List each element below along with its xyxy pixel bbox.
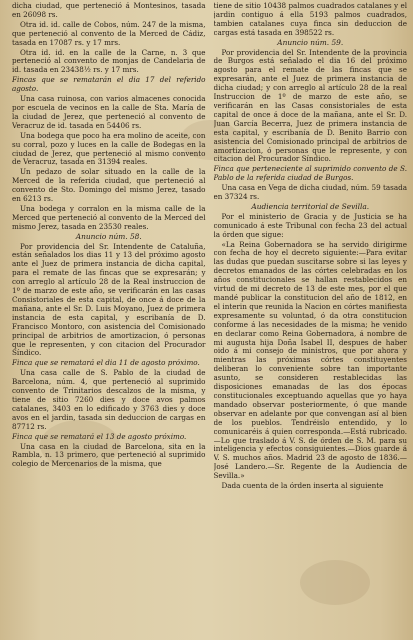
auction-notice: Finca que perteneciente al suprimido convento de S. Pablo de la referida ciudad de Burgos. [213, 164, 407, 183]
section-heading: Anuncio núm. 58. [75, 231, 142, 241]
paragraph: Una bodega que poco ha era molino de aceite, con su corral, pozo y luces en la calle de Bodegas en la ciudad de Jerez, que perteneció al mismo convento de Veracruz, tasada en 31394 reales. [12, 130, 206, 167]
paragraph: Por providencia del Sr. Intendente de Cataluña, están señalados los dias 11 y 13 del próximo agosto ante el Juez de primera instancia de dicha capital, para el remate de las fincas que se expresarán; y con arreglo al artículo 28 de la Real instruccion de 1º de marzo de este año, se verificarán en las casas Consistoriales de esta capital, de once á doce de la mañana, ante el Sr. D. Luis Moyano, Juez de primera instancia de esta capital, y escribanía de D. Francisco Montoro, con asistencia del Comisionado principal de arbitrios de amortizacion, ó personas que le representen, y con citacion del Procurador Síndico. [12, 241, 206, 358]
paragraph: tiene de sitio 10438 palmos cuadrados catalanes y el jardin contiguo á ella 5193 palmos cuadrados, tambien catalanes cuya finca sin deduccion de cargas está tasada en 398522 rs. [213, 2, 407, 37]
paragraph: Una casa en Vega de dicha ciudad, núm. 59 tasada en 37324 rs. [213, 183, 407, 202]
right-column [214, 2, 408, 640]
paragraph: dicha ciudad, que perteneció á Montesinos, tasada en 26098 rs. [12, 2, 206, 19]
section-heading: Anuncio núm. 59. [277, 37, 344, 47]
auction-notice: Finca que se rematará el dia 11 de agosto próximo. [12, 358, 200, 368]
paragraph: Por providencia del Sr. Intendente de la provincia de Burgos está señalado el dia 16 del próximo agosto para el remate de las fincas que se expresarán, ante el Juez de primera instancia de dicha ciudad; y con arreglo al artículo 28 de la real Instruccion de 1º de marzo de este año, se verificarán en las Casas consistoriales de esta capital de once á doce de la mañana, ante el Sr. D. Juan García Becerra, Juez de primera instancia de esta capital, y escribanía de D. Benito Barrio con asistencia del Comisionado principal de arbitrios de amortizacion, ó personas que le represente, y con citacion del Procurador Síndico. [213, 47, 407, 164]
paragraph: Una bodega y corralon en la misma calle de la Merced que perteneció al convento de la Merced del mismo Jerez, tasada en 23530 reales. [12, 203, 206, 231]
paragraph: Por el ministerio de Gracia y de Justicia se ha comunicado á este Tribunal con fecha 23 del actual la órden que sigue: [213, 211, 407, 239]
auction-notice: Finca que se rematará el 13 de agosto próximo. [12, 431, 187, 441]
section-heading: Audiencia territorial de Sevilla. [251, 201, 370, 211]
paragraph: Dada cuenta de la órden inserta al siguiente [221, 481, 384, 491]
paragraph: Una casa calle de S. Pablo de la ciudad de Barcelona, núm. 4, que perteneció al suprimido convento de Trinitarios descalzos de la misma, y tiene de sitio 7260 dies y doce avos palmos catalanes, 3403 en lo edificado y 3763 dies y doce avos en el jardin, tasada sin deduccion de cargas en 87712 rs. [12, 368, 206, 431]
left-column [12, 2, 206, 640]
paragraph: Una casa ruinosa, con varios almacenes conocida por escuela de vecinos en la calle de Sta. María de la ciudad de Jerez, que perteneció al convento de Veracruz de id. tasada en 54406 rs. [12, 94, 206, 130]
auction-notice: Fincas que se rematarán el dia 17 del referido agosto. [12, 75, 206, 94]
paragraph: «La Reina Gobernadora se ha servido dirigirme con fecha de hoy el decreto siguiente:—Para evitar las dudas que puedan suscitarse sobre si las leyes y decretos emanados de las córtes celebradas en los años constitucionales se hallan restablecidos en virtud de mi decreto de 13 de este mes, por el que mandé publicar la constitucion del año de 1812, en el interin que reunida la Nacion en córtes manifiesta expresamente su voluntad, ó da otra constitucion conforme á las necesidades de la misma; he venido en declarar como Reina Gobernadora, á nombre de mi augusta hija Doña Isabel II, despues de haber oido á mi consejo de ministros, que por ahora y mientras las próximas córtes constituyentes deliberan lo conveniente sobre tan importante asunto, se consideren restablecidas las disposiciones emanadas de las dos épocas constitucionales exceptuando aquellas que yo haya mandado observar posteriormente, ó que mande observar en adelante por que convengan así al bien de los pueblos. Tendréislo entendido, y lo comunicaréis á quien corresponda.—Está rubricado.—Lo que traslado á V. S. de órden de S. M. para su inteligencia y efectos consiguientes.—Dios guarde á V. S. muchos años. Madrid 23 de agosto de 1836.—José Landero.—Sr. Regente de la Audiencia de Sevilla.» [213, 239, 407, 481]
paragraph: Otra id. id. calle de Cobos, núm. 247 de la misma, que perteneció al convento de la Merced de Cádiz, tasada en 17087 rs. y 17 mrs. [12, 19, 206, 47]
paragraph: Una casa en la ciudad de Barcelona, sita en la Rambla, n. 13 primero, que perteneció al suprimido colegio de Mercenarios de la misma, que [12, 441, 206, 469]
paragraph: Otra id. id. en la calle de la Carne, n. 3 que perteneció al convento de monjas de Candelaria de id. tasada en 23438½ rs. y 17 mrs. [12, 47, 206, 75]
paragraph: Un pedazo de solar situado en la calle de la Merced de la referida ciudad, que perteneció al convento de Sto. Domingo del mismo Jerez, tasado en 6213 rs. [12, 167, 206, 204]
